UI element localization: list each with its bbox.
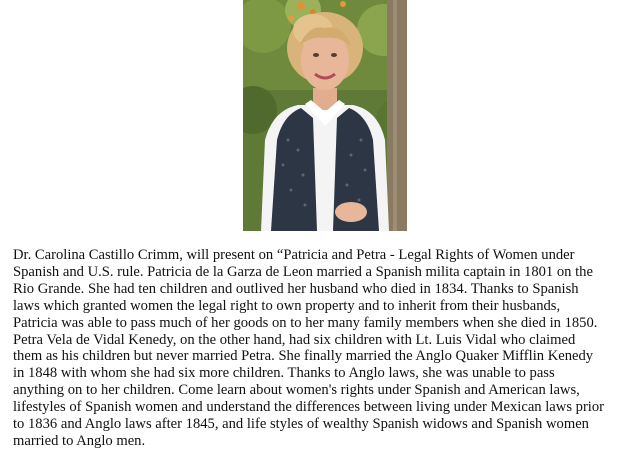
bio-line: in 1848 with whom she had six more children. Thanks to Anglo laws, she was unable to pass	[13, 365, 555, 382]
bio-line: Rio Grande. She had ten children and outlived her husband who died in 1834. Thanks to Spanish	[13, 280, 579, 297]
bio-line: Petra Vela de Vidal Kenedy, on the other hand, had six children with Lt. Luis Vidal who claimed	[13, 331, 576, 348]
bio-line: lifestyles of Spanish women and understand the differences between living under Mexican laws prior	[13, 399, 605, 416]
bio-line: laws which granted women the legal right to own property and to inherit from their husbands,	[13, 297, 561, 314]
bio-line: anything on to her children. Come learn about women's rights under Spanish and American laws,	[13, 382, 580, 399]
bio-line: them as his children but never married Petra. She finally married the Anglo Quaker Mifflin Kenedy	[13, 348, 594, 365]
portrait-photo-icon	[243, 0, 407, 231]
bio-line: to 1836 and Anglo laws after 1845, and life styles of wealthy Spanish widows and Spanish women	[13, 416, 589, 433]
bio-line: Dr. Carolina Castillo Crimm, will present on “Patricia and Petra - Legal Rights of Women under	[13, 247, 575, 263]
bio-line: married to Anglo men.	[13, 432, 146, 449]
bio-line: Spanish and U.S. rule. Patricia de la Garza de Leon married a Spanish milita captain in 1801 on the	[13, 263, 593, 280]
speaker-bio	[13, 247, 638, 450]
speaker-portrait	[243, 0, 407, 231]
bio-line: Patricia was able to pass much of her goods on to her many family members when she died in 1850.	[13, 314, 598, 331]
